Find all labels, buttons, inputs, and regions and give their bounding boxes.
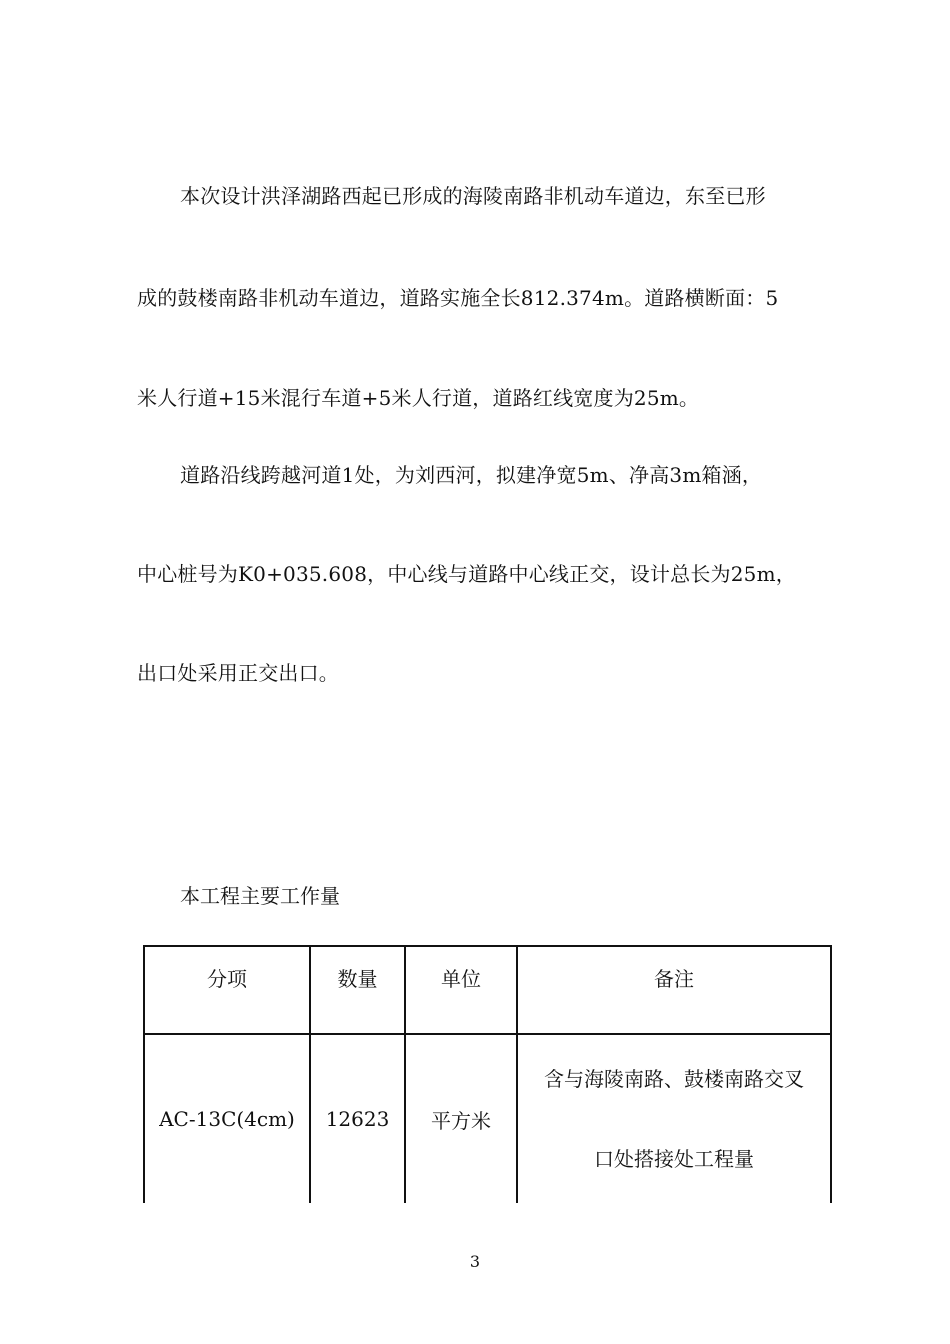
paragraph-2-line-2: 中心桩号为K0+035.608，中心线与道路中心线正交，设计总长为25m， [137,562,796,586]
header-quantity: 数量 [310,946,405,1034]
paragraph-2-line-1: 道路沿线跨越河道1处，为刘西河，拟建净宽5m、净高3m箱涵， [180,463,763,487]
paragraph-1-line-1: 本次设计洪泽湖路西起已形成的海陵南路非机动车道边，东至已形 [180,184,766,208]
page-number: 3 [469,1252,481,1271]
cell-note [517,1034,831,1203]
header-unit: 单位 [405,946,517,1034]
table-row [144,1034,831,1203]
header-item: 分项 [144,946,310,1034]
paragraph-1-line-2: 成的鼓楼南路非机动车道边，道路实施全长812.374m。道路横断面：5 [137,286,779,310]
cell-note-line-2: 口处搭接处工程量 [594,1147,754,1171]
table-title: 本工程主要工作量 [180,884,340,908]
cell-note-spacer [518,1091,830,1147]
cell-note-line-1: 含与海陵南路、鼓楼南路交叉 [544,1067,804,1091]
cell-quantity: 12623 [310,1034,405,1203]
table-header-row [144,946,831,1034]
header-note: 备注 [517,946,831,1034]
cell-item: AC-13C(4cm) [144,1034,310,1203]
cell-unit: 平方米 [405,1034,517,1203]
paragraph-2-line-3: 出口处采用正交出口。 [137,661,339,685]
workload-table [143,945,832,1203]
paragraph-1-line-3: 米人行道+15米混行车道+5米人行道，道路红线宽度为25m。 [137,386,700,410]
